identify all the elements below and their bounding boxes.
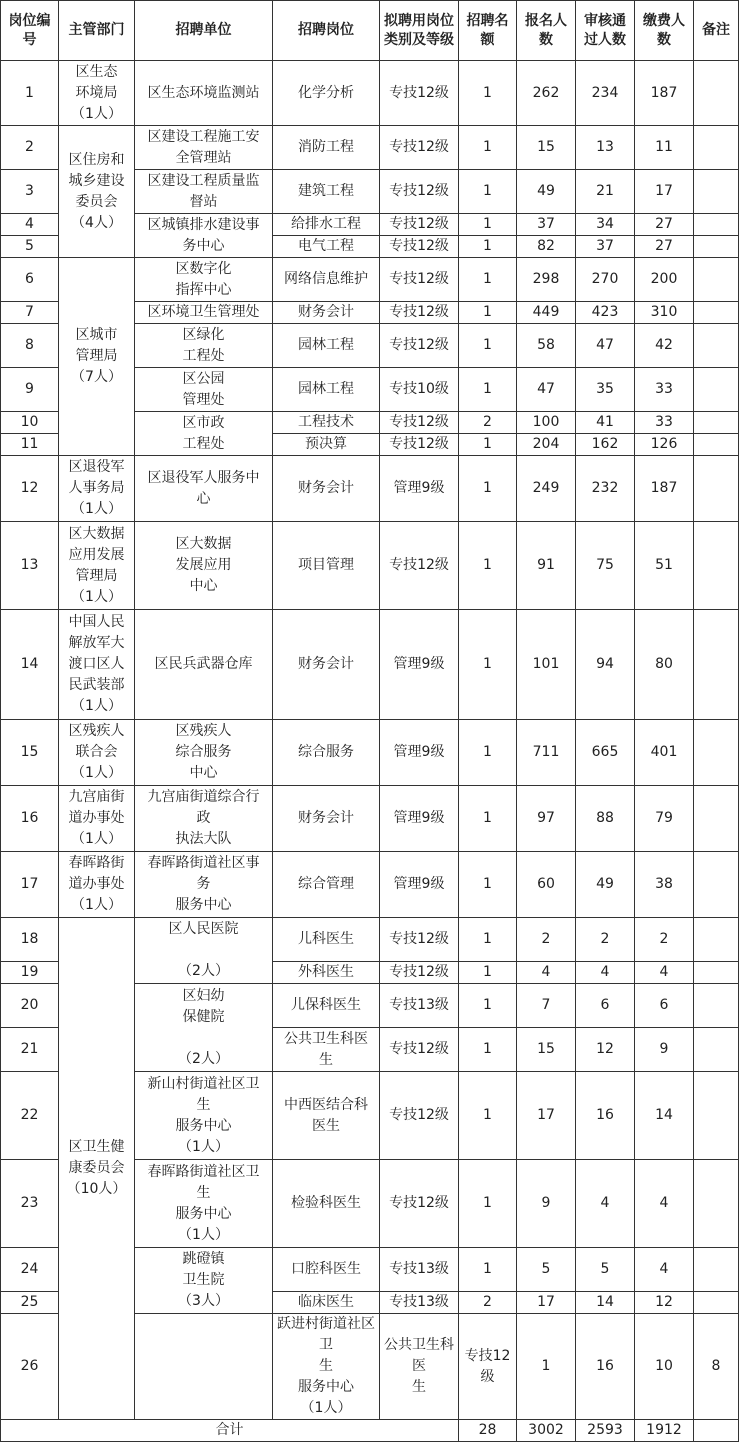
cell-note [694,984,739,1028]
cell-id: 4 [1,214,59,236]
cell-note [694,258,739,302]
cell-dept: 春晖路街 道办事处 （1人） [59,852,135,918]
cell-approved: 5 [576,1248,635,1292]
cell-unit: 春晖路街道社区卫 生 服务中心 （1人） [135,1160,273,1248]
header-unit: 招聘单位 [135,1,273,61]
cell-quota: 1 [517,1314,576,1420]
cell-id: 16 [1,786,59,852]
cell-note [694,918,739,962]
cell-unit: 区城镇排水建设事 务中心 [135,214,273,258]
cell-dept: 区住房和 城乡建设 委员会 （4人） [59,126,135,258]
cell-id: 10 [1,412,59,434]
cell-unit: 跃进村街道社区卫 生 服务中心 （1人） [273,1314,380,1420]
cell-note [694,1028,739,1072]
cell-approved: 34 [576,214,635,236]
cell-applicants: 100 [517,412,576,434]
cell-category: 专技12级 [380,1072,459,1160]
cell-approved: 10 [635,1314,694,1420]
cell-post: 电气工程 [273,236,380,258]
cell-quota: 1 [459,214,517,236]
total-note [694,1420,739,1442]
cell-quota: 1 [459,984,517,1028]
cell-category: 专技12级 [380,1028,459,1072]
cell-unit: 区建设工程质量监 督站 [135,170,273,214]
total-label: 合计 [1,1420,459,1442]
header-approved: 审核通过人数 [576,1,635,61]
cell-category: 专技12级 [380,236,459,258]
cell-category: 管理9级 [380,610,459,720]
cell-id: 17 [1,852,59,918]
table-row [1,852,739,918]
cell-category: 专技12级 [380,522,459,610]
cell-post: 儿科医生 [273,918,380,962]
cell-unit: 区绿化 工程处 [135,324,273,368]
cell-approved: 12 [576,1028,635,1072]
cell-approved: 47 [576,324,635,368]
header-id: 岗位编号 [1,1,59,61]
table-row [1,258,739,302]
cell-dept: 区城市 管理局 （7人） [59,258,135,456]
cell-id: 26 [1,1314,59,1420]
cell-quota: 1 [459,1072,517,1160]
cell-note [694,1248,739,1292]
cell-post: 综合管理 [273,852,380,918]
cell-approved: 41 [576,412,635,434]
header-paid: 缴费人数 [635,1,694,61]
cell-post: 中西医结合科 医生 [273,1072,380,1160]
header-row [1,1,739,61]
cell-applicants: 204 [517,434,576,456]
cell-quota: 1 [459,258,517,302]
cell-unit: 区人民医院 （2人） [135,918,273,984]
cell-approved: 13 [576,126,635,170]
cell-paid: 11 [635,126,694,170]
cell-id: 12 [1,456,59,522]
cell-unit: 区民兵武器仓库 [135,610,273,720]
cell-quota: 1 [459,324,517,368]
cell-category: 专技12级 [380,126,459,170]
total-quota: 28 [459,1420,517,1442]
cell-unit: 区大数据 发展应用 中心 [135,522,273,610]
cell-category: 专技12级 [380,918,459,962]
cell-post: 财务会计 [273,456,380,522]
cell-quota: 1 [459,126,517,170]
cell-post: 预决算 [273,434,380,456]
cell-id: 2 [1,126,59,170]
cell-unit: 区妇幼 保健院 （2人） [135,984,273,1072]
cell-quota: 2 [459,1292,517,1314]
cell-category: 专技13级 [380,984,459,1028]
cell-applicants: 101 [517,610,576,720]
cell-approved: 88 [576,786,635,852]
cell-id: 1 [1,61,59,126]
cell-paid: 42 [635,324,694,368]
cell-note [694,302,739,324]
cell-post: 财务会计 [273,786,380,852]
cell-approved: 49 [576,852,635,918]
cell-quota: 1 [459,170,517,214]
cell-post: 口腔科医生 [273,1248,380,1292]
cell-paid: 401 [635,720,694,786]
cell-post: 园林工程 [273,368,380,412]
header-note: 备注 [694,1,739,61]
cell-category: 管理9级 [380,852,459,918]
cell-quota: 1 [459,852,517,918]
table-row [1,786,739,852]
cell-paid: 33 [635,412,694,434]
cell-paid: 14 [635,1072,694,1160]
cell-quota: 1 [459,720,517,786]
cell-paid: 187 [635,456,694,522]
cell-post: 建筑工程 [273,170,380,214]
cell-approved: 2 [576,918,635,962]
cell-dept: 区大数据 应用发展 管理局 （1人） [59,522,135,610]
cell-note [694,852,739,918]
header-post: 招聘岗位 [273,1,380,61]
cell-note [694,720,739,786]
cell-approved: 4 [576,962,635,984]
cell-unit: 区环境卫生管理处 [135,302,273,324]
cell-id: 6 [1,258,59,302]
cell-approved: 21 [576,170,635,214]
cell-unit: 新山村街道社区卫 生 服务中心 （1人） [135,1072,273,1160]
cell-paid: 126 [635,434,694,456]
cell-note [694,522,739,610]
cell-id: 25 [1,1292,59,1314]
cell-quota: 1 [459,1160,517,1248]
table-row [1,522,739,610]
cell-post: 工程技术 [273,412,380,434]
cell-post: 园林工程 [273,324,380,368]
cell-note [694,214,739,236]
cell-quota: 1 [459,786,517,852]
cell-note [694,786,739,852]
cell-post: 财务会计 [273,610,380,720]
cell-category: 管理9级 [380,786,459,852]
cell-category: 专技10级 [380,368,459,412]
table-row [1,610,739,720]
cell-id: 20 [1,984,59,1028]
cell-id: 15 [1,720,59,786]
cell-quota: 1 [459,1028,517,1072]
cell-category: 专技12级 [380,258,459,302]
cell-applicants: 5 [517,1248,576,1292]
cell-id: 3 [1,170,59,214]
cell-post: 儿保科医生 [273,984,380,1028]
cell-paid: 187 [635,61,694,126]
cell-id: 9 [1,368,59,412]
cell-applicants: 47 [517,368,576,412]
cell-id: 7 [1,302,59,324]
cell-unit: 区退役军人服务中 心 [135,456,273,522]
cell-id: 23 [1,1160,59,1248]
cell-note [694,1160,739,1248]
cell-applicants: 49 [517,170,576,214]
cell-quota: 1 [459,456,517,522]
cell-applicants: 60 [517,852,576,918]
total-applicants: 3002 [517,1420,576,1442]
cell-paid: 2 [635,918,694,962]
cell-applicants: 7 [517,984,576,1028]
cell-note [694,412,739,434]
table-row [1,126,739,170]
cell-paid: 4 [635,1160,694,1248]
cell-paid: 9 [635,1028,694,1072]
cell-approved: 234 [576,61,635,126]
cell-approved: 14 [576,1292,635,1314]
cell-dept [135,1314,273,1420]
cell-post: 临床医生 [273,1292,380,1314]
cell-note [694,1072,739,1160]
cell-quota: 1 [459,962,517,984]
cell-applicants: 58 [517,324,576,368]
cell-quota: 1 [459,522,517,610]
cell-post: 消防工程 [273,126,380,170]
cell-quota: 1 [459,236,517,258]
cell-applicants: 91 [517,522,576,610]
cell-id: 5 [1,236,59,258]
cell-paid: 38 [635,852,694,918]
cell-id: 8 [1,324,59,368]
table-row [1,918,739,962]
cell-paid: 310 [635,302,694,324]
cell-category: 专技12级 [459,1314,517,1420]
cell-note [694,126,739,170]
cell-unit: 区建设工程施工安 全管理站 [135,126,273,170]
cell-id: 22 [1,1072,59,1160]
cell-category: 专技12级 [380,324,459,368]
total-row [1,1420,739,1442]
cell-category: 专技12级 [380,412,459,434]
cell-dept: 区残疾人 联合会 （1人） [59,720,135,786]
cell-paid: 51 [635,522,694,610]
cell-id: 11 [1,434,59,456]
cell-approved: 35 [576,368,635,412]
cell-approved: 232 [576,456,635,522]
cell-paid: 12 [635,1292,694,1314]
header-quota: 招聘名额 [459,1,517,61]
cell-post: 网络信息维护 [273,258,380,302]
cell-applicants: 711 [517,720,576,786]
cell-approved: 270 [576,258,635,302]
cell-note [694,962,739,984]
cell-post: 财务会计 [273,302,380,324]
cell-approved: 4 [576,1160,635,1248]
cell-applicants: 449 [517,302,576,324]
cell-applicants: 262 [517,61,576,126]
cell-paid: 27 [635,214,694,236]
cell-quota: 1 [459,1248,517,1292]
cell-approved: 75 [576,522,635,610]
cell-dept: 中国人民 解放军大 渡口区人 民武装部 （1人） [59,610,135,720]
cell-quota: 1 [459,61,517,126]
cell-paid: 80 [635,610,694,720]
table-row [1,456,739,522]
cell-paid: 17 [635,170,694,214]
cell-applicants: 37 [517,214,576,236]
cell-paid: 27 [635,236,694,258]
cell-post: 公共卫生科医 生 [380,1314,459,1420]
cell-applicants: 17 [517,1072,576,1160]
cell-note [694,324,739,368]
cell-applicants: 2 [517,918,576,962]
cell-id: 19 [1,962,59,984]
cell-note [694,170,739,214]
cell-applicants: 17 [517,1292,576,1314]
cell-approved: 37 [576,236,635,258]
table-row [1,720,739,786]
cell-quota: 2 [459,412,517,434]
cell-applicants: 298 [517,258,576,302]
total-paid: 1912 [635,1420,694,1442]
table-row [1,61,739,126]
cell-note [694,434,739,456]
cell-post: 项目管理 [273,522,380,610]
header-category: 拟聘用岗位类别及等级 [380,1,459,61]
cell-approved: 94 [576,610,635,720]
cell-unit: 区公园 管理处 [135,368,273,412]
cell-applicants: 4 [517,962,576,984]
cell-id: 24 [1,1248,59,1292]
cell-paid: 4 [635,1248,694,1292]
cell-post: 综合服务 [273,720,380,786]
cell-category: 专技12级 [380,1160,459,1248]
cell-unit: 区残疾人 综合服务 中心 [135,720,273,786]
cell-applicants: 16 [576,1314,635,1420]
total-approved: 2593 [576,1420,635,1442]
cell-category: 管理9级 [380,720,459,786]
cell-category: 管理9级 [380,456,459,522]
cell-post: 检验科医生 [273,1160,380,1248]
cell-note [694,1292,739,1314]
cell-category: 专技12级 [380,170,459,214]
cell-unit: 九宫庙街道综合行 政 执法大队 [135,786,273,852]
cell-quota: 1 [459,368,517,412]
cell-approved: 423 [576,302,635,324]
cell-dept: 区退役军 人事务局 （1人） [59,456,135,522]
cell-quota: 1 [459,610,517,720]
cell-paid: 79 [635,786,694,852]
cell-category: 专技12级 [380,61,459,126]
cell-paid: 4 [635,962,694,984]
cell-quota: 1 [459,302,517,324]
cell-category: 专技13级 [380,1248,459,1292]
cell-id: 18 [1,918,59,962]
cell-dept: 区卫生健 康委员会 （10人） [59,918,135,1420]
cell-applicants: 97 [517,786,576,852]
cell-note [694,61,739,126]
cell-id: 14 [1,610,59,720]
cell-paid: 8 [694,1314,739,1420]
cell-quota: 1 [459,918,517,962]
cell-category: 专技12级 [380,214,459,236]
cell-note [694,456,739,522]
cell-unit: 区数字化 指挥中心 [135,258,273,302]
cell-post: 公共卫生科医 生 [273,1028,380,1072]
cell-paid: 33 [635,368,694,412]
cell-applicants: 9 [517,1160,576,1248]
cell-applicants: 249 [517,456,576,522]
cell-category: 专技12级 [380,962,459,984]
cell-dept: 区生态 环境局 （1人） [59,61,135,126]
cell-post: 化学分析 [273,61,380,126]
cell-approved: 665 [576,720,635,786]
cell-unit: 跳磴镇 卫生院 （3人） [135,1248,273,1314]
header-dept: 主管部门 [59,1,135,61]
cell-applicants: 15 [517,1028,576,1072]
cell-id: 13 [1,522,59,610]
cell-post: 外科医生 [273,962,380,984]
cell-note [694,236,739,258]
cell-id: 21 [1,1028,59,1072]
cell-applicants: 82 [517,236,576,258]
cell-unit: 区生态环境监测站 [135,61,273,126]
cell-unit: 春晖路街道社区事 务 服务中心 [135,852,273,918]
cell-post: 给排水工程 [273,214,380,236]
cell-quota: 1 [459,434,517,456]
cell-note [694,610,739,720]
cell-category: 专技13级 [380,1292,459,1314]
cell-unit: 区市政 工程处 [135,412,273,456]
header-applicants: 报名人数 [517,1,576,61]
cell-applicants: 15 [517,126,576,170]
cell-approved: 16 [576,1072,635,1160]
cell-paid: 6 [635,984,694,1028]
cell-approved: 6 [576,984,635,1028]
cell-approved: 162 [576,434,635,456]
cell-category: 专技12级 [380,302,459,324]
cell-paid: 200 [635,258,694,302]
cell-note [694,368,739,412]
cell-category: 专技12级 [380,434,459,456]
cell-dept: 九宫庙街 道办事处 （1人） [59,786,135,852]
